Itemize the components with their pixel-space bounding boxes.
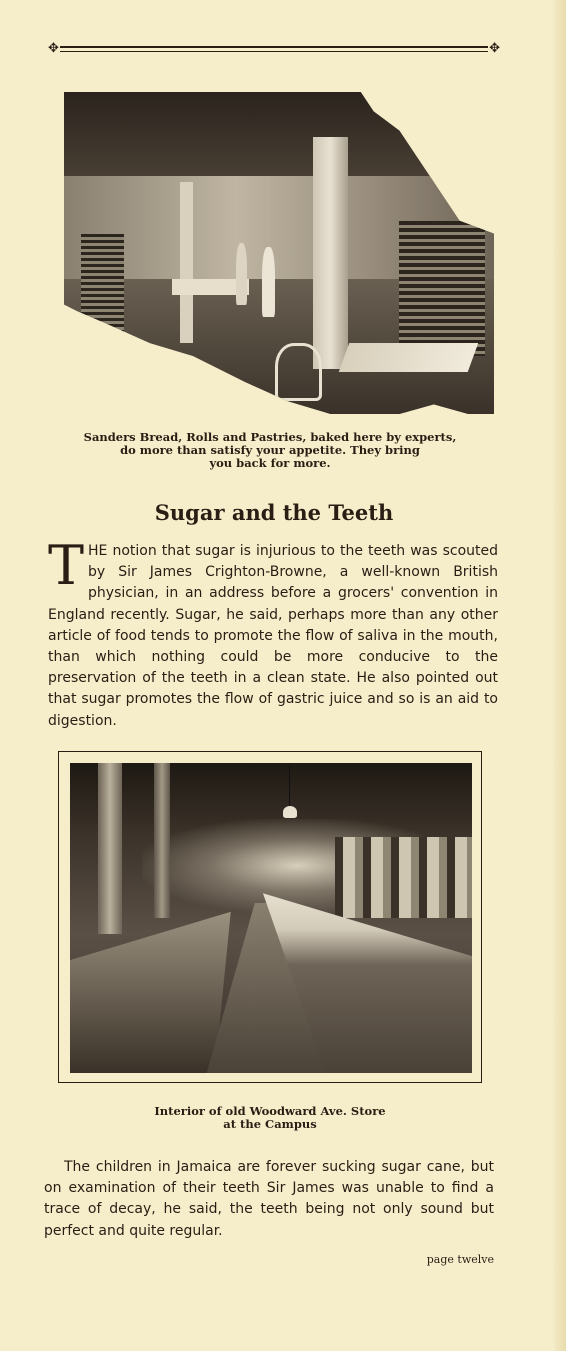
article-paragraph [48,534,498,732]
caption-line: do more than satisfy your appetite. They bring [120,443,420,457]
caption-line: Interior of old Woodward Ave. Store [154,1104,386,1118]
caption-line: Sanders Bread, Rolls and Pastries, baked here by experts, [83,430,457,444]
photo-bread-rack [399,221,485,356]
paragraph-text: HE notion that sugar is injurious to the teeth was scouted by Sir James Crighton-Browne, a well-known British physician, in an address before a grocers' convention in England recently. Sugar, he said, perhaps more than any other article of food tends to promote the flow of saliva in the mouth, than which nothing could be more conducive to the preservation of the teeth in a clean state. He also pointed out that sugar promotes the flow of gastric juice and so is an aid to digestion. [48,543,498,729]
photo-mirrors [335,837,472,918]
photo-baker [262,247,275,318]
photo-pillar [180,182,193,343]
store-photo-caption [100,1105,440,1131]
photo-pillar [313,137,347,369]
fleuron-icon: ✥ [48,41,59,56]
bakery-photo [64,92,494,414]
page-edge [554,0,566,1351]
caption-line: you back for more. [209,456,331,470]
drop-cap: T [48,534,85,597]
photo-ceiling [64,92,494,182]
article-paragraph [44,1157,494,1242]
photo-stool [275,343,322,401]
fleuron-icon: ✥ [489,41,500,56]
paragraph-text: The children in Jamaica are forever sucking sugar cane, but on examination of their teeth Sir James was unable to find a trace of decay, he said, the teeth being not only sound but perfect and quite regular. [44,1159,494,1239]
bakery-photo-caption [60,431,480,470]
photo-column [154,763,170,918]
top-ornamental-rule [48,42,500,58]
article-title: Sugar and the Teeth [154,500,394,525]
photo-lamp [283,806,297,818]
photo-column [98,763,122,934]
photo-display-case [70,912,231,1073]
rule-line [60,51,488,52]
rule-line [60,46,488,48]
photo-table [338,343,478,372]
caption-line: at the Campus [223,1117,317,1131]
photo-bread-rack [81,234,124,343]
store-interior-photo [70,763,472,1073]
page-number: page twelve [426,1253,494,1266]
photo-baker [236,243,247,304]
